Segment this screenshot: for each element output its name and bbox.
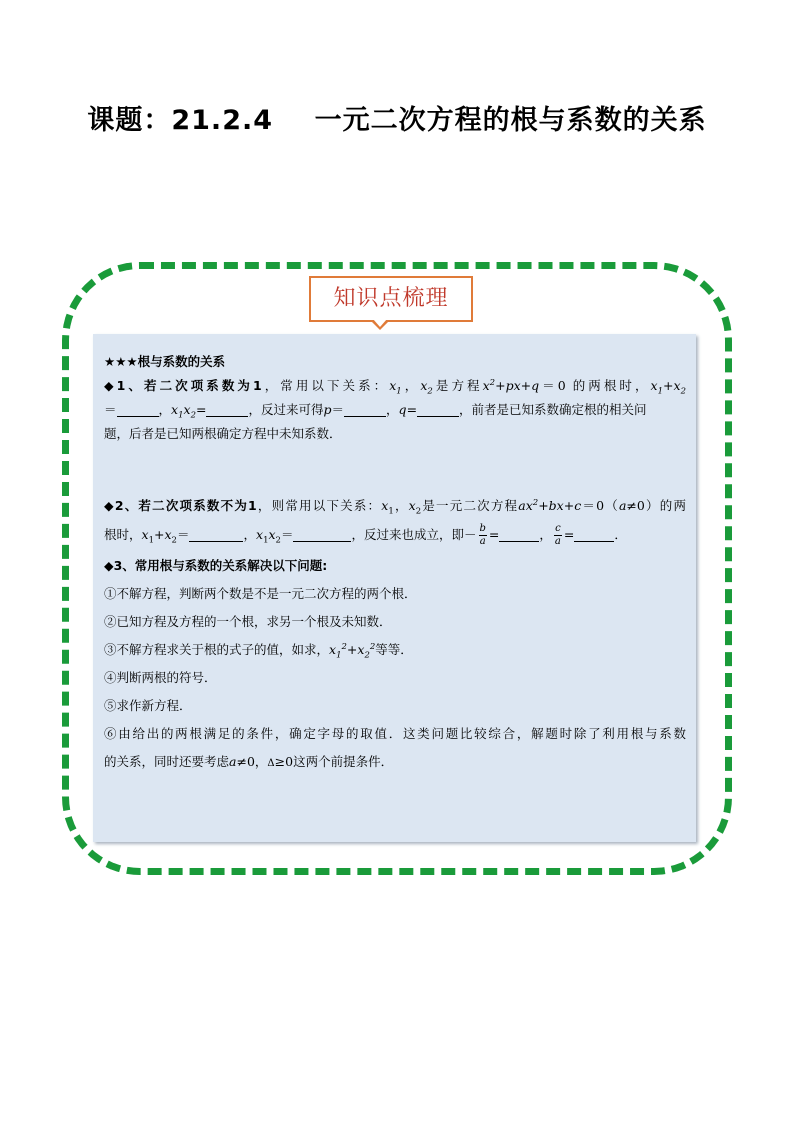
formula: p <box>323 402 332 417</box>
s3-item-1: ①不解方程，判断两个数是不是一元二次方程的两个根． <box>104 586 417 601</box>
answer-blank[interactable] <box>344 402 386 417</box>
s2-text: ， <box>393 498 409 513</box>
s2-text: ）的两 <box>644 498 686 513</box>
s3-text: 等等． <box>375 642 413 657</box>
formula: Δ <box>267 758 275 769</box>
answer-blank[interactable] <box>117 402 159 417</box>
s1-text: ，反过来可得 <box>248 402 324 417</box>
formula: x <box>256 527 264 542</box>
formula: a <box>618 498 627 513</box>
page-title: 课题：21.2.4 一元二次方程的根与系数的关系 <box>87 105 707 136</box>
s1-line-3: 题，后者是已知两根确定方程中未知系数． <box>104 426 342 441</box>
section-badge: 知识点梳理 <box>309 276 473 322</box>
s3-heading: ◆3、常用根与系数的关系解决以下问题: <box>104 558 328 573</box>
s1-prefix: ◆1、若二次项系数为1 <box>104 378 262 393</box>
fraction-b-over-a: $\frac{b}{a}$ <box>479 523 486 547</box>
s3-text: 这两个前提条件． <box>293 754 394 769</box>
s1-text: 是方程 <box>432 378 483 393</box>
s2-text: ， <box>243 527 256 542</box>
s3-text: 的关系，同时还要考虑 <box>104 754 230 769</box>
s3-item-4: ④判断两根的符号． <box>104 670 217 685</box>
s1-text: ＝0 的两根时， <box>539 378 651 393</box>
s1-line-1 <box>104 374 686 398</box>
s1-text: ， <box>401 378 421 393</box>
s2-text: ，反过来也成立，即 <box>351 527 464 542</box>
answer-blank[interactable] <box>189 527 243 542</box>
s2-prefix: ◆2、若二次项系数不为1 <box>104 498 257 513</box>
formula: x <box>381 498 389 513</box>
s3-text: ， <box>254 754 268 769</box>
s1-text: ， <box>158 402 172 417</box>
s2-text: ＝0（ <box>581 498 619 513</box>
formula: $x^2+px+q$ <box>482 377 540 393</box>
s1-line-2: ＝ ，$x_1x_2=$ ，反过来可得p＝ ，q= ，前者是已知系数确定根的相关问 <box>104 402 647 421</box>
answer-blank[interactable] <box>206 402 248 417</box>
answer-blank[interactable] <box>499 527 539 542</box>
s2-text: ， <box>539 527 552 542</box>
s2-text: 是一元二次方程 <box>421 498 519 513</box>
s3-item-6-cont: 的关系，同时还要考虑a≠0，Δ≥0这两个前提条件． <box>104 754 394 769</box>
formula: x <box>141 527 149 542</box>
formula: $x_1$ <box>389 378 402 397</box>
formula: $ax^2+bx+c$ <box>518 497 582 513</box>
s2-line-2: 根时，$x_1+x_2=$ ，$x_1x_2=$ ，反过来也成立，即－ $\frac{b}{a}$ = ， $\frac{c}{a}$ = ． <box>104 523 627 547</box>
s2-text: ． <box>614 527 627 542</box>
s2-line-1: ◆2、若二次项系数不为1，则常用以下关系：$x_1$，$x_2$是一元二次方程$ax^2+bx+c=0(a\ne 0)$的两 <box>104 497 686 517</box>
formula: $x_1+x_2$ <box>650 378 686 397</box>
answer-blank[interactable] <box>417 402 459 417</box>
panel-heading: ★★★根与系数的关系 <box>104 354 226 369</box>
formula: $x_1x_2$ <box>171 402 196 421</box>
formula: $x_2$ <box>420 378 433 397</box>
formula: q <box>398 402 407 417</box>
s2-text: 根时， <box>104 527 142 542</box>
badge-pointer-fill <box>373 319 387 327</box>
s3-item-3 <box>104 638 686 662</box>
answer-blank[interactable] <box>574 527 614 542</box>
formula: a <box>229 754 237 769</box>
answer-blank[interactable] <box>293 527 351 542</box>
s1-text: ， <box>386 402 399 417</box>
formula: x <box>408 498 416 513</box>
s1-text: ，常用以下关系： <box>261 378 390 393</box>
s3-item-2: ②已知方程及方程的一个根，求另一个根及未知数． <box>104 614 392 629</box>
s1-text: ，前者是已知系数确定根的相关问 <box>459 402 647 417</box>
knowledge-panel <box>93 334 696 842</box>
s2-text: ，则常用以下关系： <box>256 498 382 513</box>
s3-text: ③不解方程求关于根的式子的值，如求， <box>104 642 330 657</box>
s3-item-5: ⑤求作新方程． <box>104 698 192 713</box>
s3-item-6: ⑥由给出的两根满足的条件，确定字母的取值．这类问题比较综合，解题时除了利用根与系数 <box>104 726 686 741</box>
formula: $x_1^2+x_2^2$ <box>329 641 376 661</box>
fraction-c-over-a: $\frac{c}{a}$ <box>554 523 561 547</box>
